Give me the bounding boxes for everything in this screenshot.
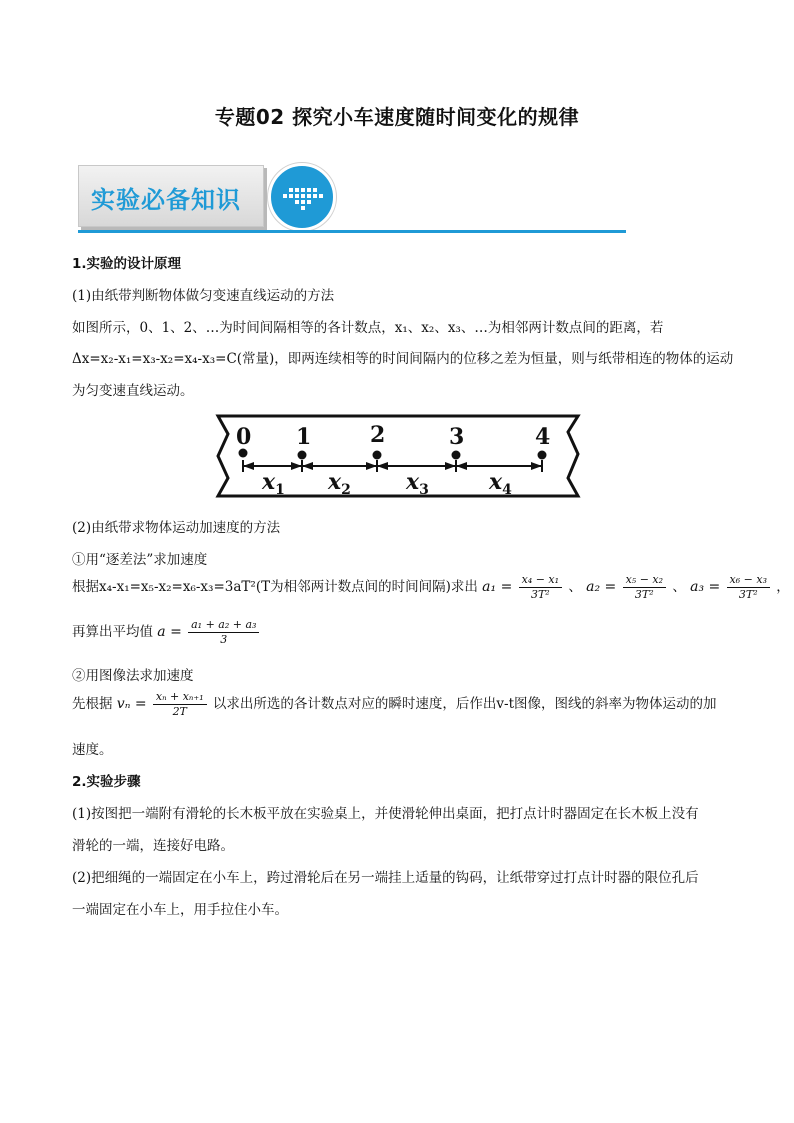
tape-dot	[373, 451, 382, 460]
velocity-suffix: 以求出所选的各计数点对应的瞬时速度，后作出v-t图像，图线的斜率为物体运动的加	[212, 696, 717, 712]
formula-a2-fraction	[623, 573, 666, 602]
tape-segment-label: x	[489, 469, 503, 495]
svg-text:x1	[261, 469, 285, 498]
svg-text:x3	[405, 469, 429, 498]
velocity-lhs: vₙ =	[116, 696, 147, 712]
formula-end-comma: ，	[776, 579, 790, 595]
paper-tape-figure	[210, 410, 586, 502]
svg-text:x2	[327, 469, 351, 498]
svg-text:x4	[488, 469, 512, 498]
formula-a2-lhs: a₂ =	[586, 579, 617, 595]
tape-dot	[298, 451, 307, 460]
formula-separator: 、	[568, 579, 582, 595]
tape-segment-label: x	[328, 469, 342, 495]
banner-underline	[78, 230, 626, 233]
method-graph: ②用图像法求加速度	[72, 668, 194, 684]
formula-a1-numerator: x₄ − x₁	[519, 573, 562, 588]
method-successive-difference: ①用“逐差法”求加速度	[72, 552, 208, 568]
velocity-prefix: 先根据	[72, 696, 113, 712]
tape-point-label: 4	[535, 424, 551, 450]
tape-point-label: 0	[236, 424, 252, 450]
formula-a3-denominator: 3T²	[738, 588, 758, 601]
paragraph-line-3: 为匀变速直线运动。	[72, 383, 194, 399]
section-banner	[78, 163, 626, 238]
formula-line-average	[72, 618, 261, 647]
tape-segment-sub: 4	[502, 482, 512, 498]
section-heading-steps: 2.实验步骤	[72, 774, 141, 790]
page-title: 专题02 探究小车速度随时间变化的规律	[214, 105, 580, 129]
subheading-judge-method: (1)由纸带判断物体做匀变速直线运动的方法	[72, 288, 335, 304]
tape-dots	[239, 449, 547, 460]
velocity-numerator: xₙ + xₙ₊₁	[153, 690, 207, 705]
tape-segment-label: x	[406, 469, 420, 495]
step-2-line-1: (2)把细绳的一端固定在小车上，跨过滑轮后在另一端挂上适量的钩码，让纸带穿过打点计时器的限位孔后	[72, 870, 699, 886]
step-1-line-1: (1)按图把一端附有滑轮的长木板平放在实验桌上，并使滑轮伸出桌面，把打点计时器固定在长木板上没有	[72, 806, 699, 822]
formula-a1-denominator: 3T²	[530, 588, 550, 601]
tape-dot	[452, 451, 461, 460]
tape-dot	[538, 451, 547, 460]
formula-line-velocity	[72, 690, 717, 719]
section-heading-principle: 1.实验的设计原理	[72, 256, 182, 272]
formula-line-a123	[72, 573, 790, 602]
step-2-line-2: 一端固定在小车上，用手拉住小车。	[72, 902, 288, 918]
formula-a3-fraction	[727, 573, 770, 602]
average-denominator: 3	[220, 633, 228, 646]
banner-label: 实验必备知识	[91, 186, 241, 214]
velocity-suffix-line-2: 速度。	[72, 742, 113, 758]
step-1-line-2: 滑轮的一端，连接好电路。	[72, 838, 234, 854]
average-numerator: a₁ + a₂ + a₃	[188, 618, 259, 633]
average-lhs: a =	[157, 624, 182, 640]
velocity-denominator: 2T	[172, 705, 187, 718]
subheading-acceleration-method: (2)由纸带求物体运动加速度的方法	[72, 520, 281, 536]
paragraph-line-1: 如图所示，0、1、2、…为时间间隔相等的各计数点，x₁、x₂、x₃、…为相邻两计数点间的距离，若	[72, 320, 664, 336]
formula-prefix: 根据x₄-x₁=x₅-x₂=x₆-x₃=3aT²(T为相邻两计数点间的时间间隔)求出	[72, 579, 478, 595]
tape-point-label: 1	[296, 424, 312, 450]
tape-segment-sub: 3	[419, 482, 429, 498]
formula-a2-denominator: 3T²	[634, 588, 654, 601]
tape-segment-sub: 1	[275, 482, 285, 498]
formula-a1-fraction	[519, 573, 562, 602]
tape-point-label: 2	[370, 422, 386, 448]
tape-segment-sub: 2	[341, 482, 351, 498]
paragraph-line-2: Δx=x₂-x₁=x₃-x₂=x₄-x₃=C(常量)，即两连续相等的时间间隔内的位移之差为恒量，则与纸带相连的物体的运动	[72, 351, 734, 367]
formula-a1-lhs: a₁ =	[482, 579, 513, 595]
average-fraction	[188, 618, 259, 647]
velocity-fraction	[153, 690, 207, 719]
banner-box	[78, 165, 264, 227]
tape-point-label: 3	[449, 424, 465, 450]
formula-separator: 、	[672, 579, 686, 595]
average-prefix: 再算出平均值	[72, 624, 153, 640]
dot-grid-icon	[268, 163, 336, 231]
formula-a2-numerator: x₅ − x₂	[623, 573, 666, 588]
formula-a3-lhs: a₃ =	[690, 579, 721, 595]
formula-a3-numerator: x₆ − x₃	[727, 573, 770, 588]
tape-segment-label: x	[262, 469, 276, 495]
